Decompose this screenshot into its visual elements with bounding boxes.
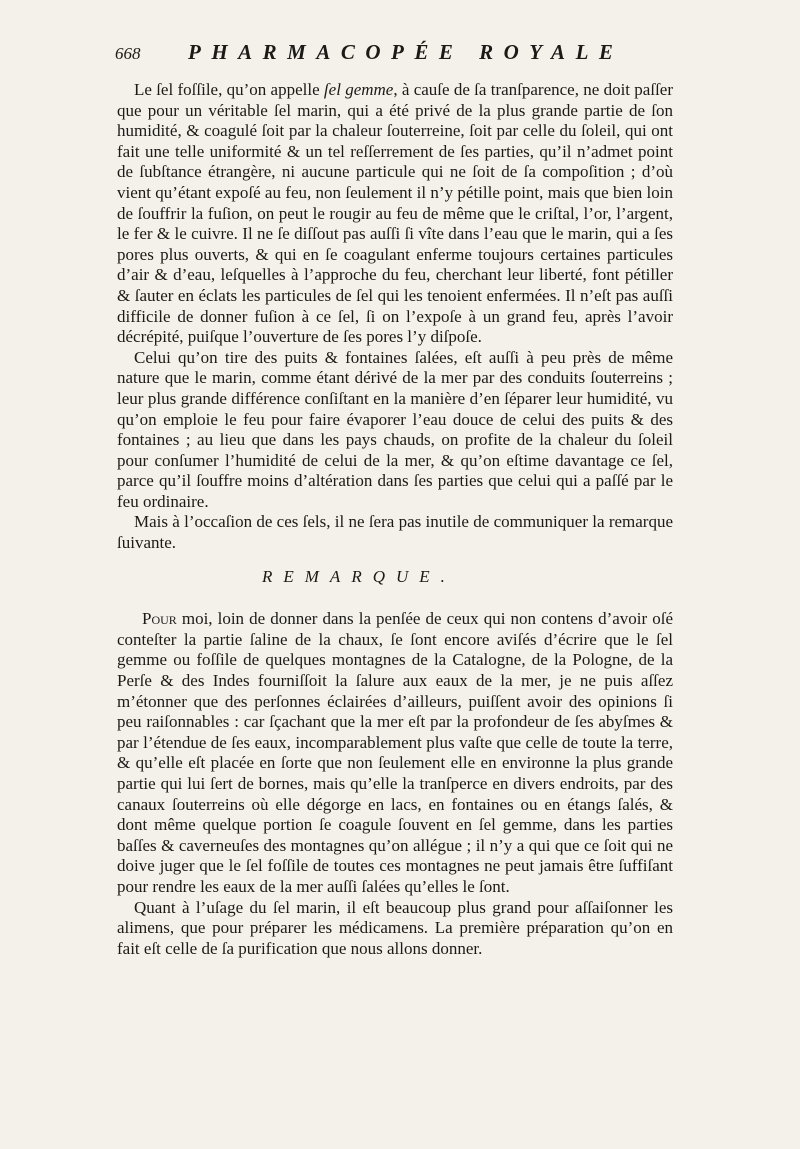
running-title: PHARMACOPÉE ROYALE — [188, 40, 624, 64]
section-heading: REMARQUE. — [262, 566, 456, 586]
italic-term-sel-gemme: ſel gemme — [323, 80, 394, 99]
paragraph-transition: Mais à l’occaſion de ces ſels, il ne ſera pas inutile de communiquer la remarque ſuivante. — [117, 512, 673, 553]
paragraph-text: , à cauſe de ſa tranſparence, ne doit paſſer que pour un véritable ſel marin, qui a été privé de la plus grande partie de ſon humidité, & coagulé ſoit par la chaleur ſouterreine, ſoit par celle du ſoleil, qui ont fait une telle uniformité & un tel reſſerrement de ſes parties, qu’il n’admet point de ſubſtance étrangère, ni aucune particule qui ne ſoit de ſa compoſition ; d’où vient qu’étant expoſé au feu, non ſeulement il n’y pétille point, mais que bien loin de ſouffrir la fuſion, on peut le rougir au feu de même que le criſtal, l’or, l’argent, le fer & le cuivre. Il ne ſe diſſout pas auſſi ſi vîte dans l’eau que le marin, qui a ſes pores plus ouverts, & qui en ſe coagulant enferme toujours certaines particules d’air & d’eau, leſquelles à l’approche du feu, cherchant leur liberté, font pétiller & ſauter en éclats les particules de ſel qui les tenoient enfermées. Il n’eſt pas auſſi difficile de donner fuſion à ce ſel, ſi on l’expoſe à un grand feu, après l’avoir décrépité, puiſque l’ouverture de ſes pores l’y diſpoſe. — [117, 80, 673, 347]
body-text — [117, 80, 673, 959]
paragraph-text: Le ſel foſſile, qu’on appelle — [134, 80, 324, 99]
lead-word: Pour — [142, 609, 177, 629]
paragraph-puits-fontaines: Celui qu’on tire des puits & fontaines ſalées, eſt auſſi à peu près de même nature que le marin, comme étant dérivé de la mer par des conduits ſouterreins ; leur plus grande différence conſiſtant en la manière d’en ſéparer leur humidité, vu qu’on emploie le feu pour faire évaporer l’eau douce de celui des puits & des fontaines ; au lieu que dans les pays chauds, on profite de la chaleur du ſoleil pour conſumer l’humidité de celui de la mer, & qu’on eſtime davantage ce ſel, parce qu’il ſouffre moins d’altération dans ſes parties que celui qui a paſſé par le feu ordinaire. — [117, 347, 673, 511]
page-header — [115, 38, 675, 72]
page-number: 668 — [115, 44, 141, 63]
paragraph-text: moi, loin de donner dans la penſée de ceux qui non contens d’avoir oſé conteſter la partie ſaline de la chaux, ſe ſont encore aviſés d’écrire que le ſel gemme ou foſſile de quelques montagnes de la Catalogne, de la Pologne, de la Perſe & des Indes fourniſſoit la ſalure aux eaux de la mer, je ne puis aſſez m’étonner que des perſonnes éclairées d’ailleurs, puiſſent avoir des opinions ſi peu raiſonnables : car ſçachant que la mer eſt par la profondeur de ſes abyſmes & par l’étendue de ſes eaux, incomparablement plus vaſte que celle de toute la terre, & qu’elle eſt placée en ſorte que non ſeulement elle en environne la plus grande partie qui lui ſert de bornes, mais qu’elle la tranſperce en divers endroits, par des canaux ſouterreins où elle dégorge en lacs, en fontaines ou en étangs ſalés, & dont même quelque portion ſe coagule ſouvent en ſel gemme, dans les parties baſſes & caverneuſes des montagnes qu’on allégue ; il n’y a qui que ce ſoit qui ne doive juger que le ſel foſſile de toutes ces montagnes ne peut jamais être ſuffiſant pour rendre les eaux de la mer auſſi ſalées qu’elles le ſont. — [117, 609, 673, 896]
paragraph-sel-fossile — [117, 80, 673, 348]
paragraph-remarque — [117, 609, 673, 897]
paragraph-usage-sel-marin: Quant à l’uſage du ſel marin, il eſt beaucoup plus grand pour aſſaiſonner les alimens, que pour préparer les médicamens. La première préparation qu’on en fait eſt celle de ſa purification que nous allons donner. — [117, 897, 673, 958]
